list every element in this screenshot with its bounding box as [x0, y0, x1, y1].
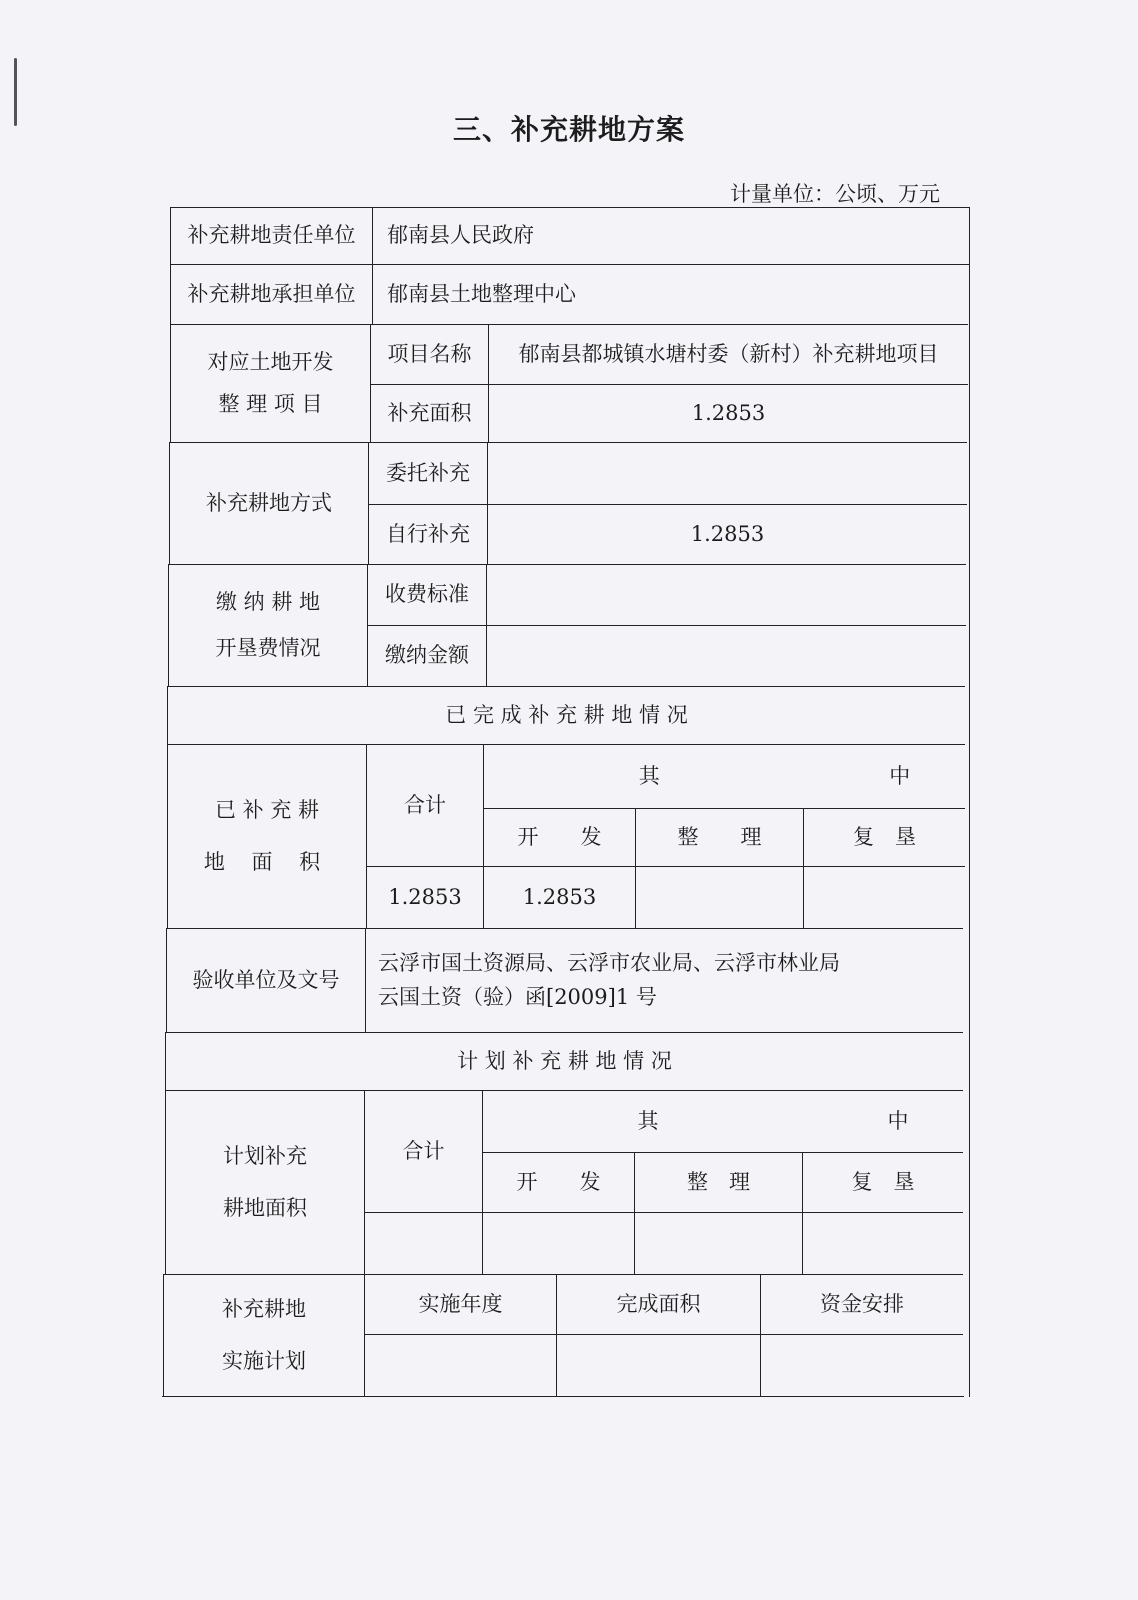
planned-rec-label: 复 垦	[802, 1152, 963, 1212]
method-entrusted-label: 委托补充	[368, 442, 487, 504]
implementation-fund-value	[760, 1334, 963, 1396]
planned-area-label-line2: 耕地面积	[223, 1195, 307, 1220]
fee-label-line2: 开垦费情况	[215, 635, 321, 660]
acceptance-line1: 云浮市国土资源局、云浮市农业局、云浮市林业局	[378, 950, 840, 975]
table-bottom-border	[162, 1396, 964, 1398]
completed-arr-label: 整 理	[635, 808, 803, 866]
method-self-label: 自行补充	[368, 504, 487, 564]
method-label: 补充耕地方式	[169, 442, 368, 564]
planned-arr-label: 整 理	[634, 1152, 802, 1212]
fee-standard-label: 收费标准	[367, 564, 486, 625]
planned-among-header	[482, 1090, 963, 1152]
implementation-label	[163, 1274, 364, 1396]
completed-dev-value: 1.2853	[483, 866, 635, 928]
completed-area-label-line2: 地 面 积	[203, 849, 331, 874]
planned-dev-value	[482, 1212, 634, 1274]
completed-total-value: 1.2853	[366, 866, 483, 928]
planned-rec-value	[802, 1212, 963, 1274]
implementation-area-value	[556, 1334, 760, 1396]
implementation-fund-label: 资金安排	[760, 1274, 963, 1334]
completed-section-title: 已 完 成 补 充 耕 地 情 况	[167, 686, 965, 744]
completed-rec-label: 复 垦	[803, 808, 965, 866]
project-area-value: 1.2853	[488, 384, 968, 442]
project-area-label: 补充面积	[370, 384, 488, 442]
completed-among-left: 其	[638, 763, 660, 788]
planned-area-label-line1: 计划补充	[223, 1144, 307, 1169]
implementation-area-label: 完成面积	[556, 1274, 760, 1334]
completed-among-header	[483, 744, 965, 808]
fee-label	[168, 564, 367, 686]
acceptance-label: 验收单位及文号	[166, 928, 365, 1032]
project-name-label: 项目名称	[370, 324, 488, 384]
project-label-line1: 对应土地开发	[207, 350, 334, 375]
project-name-value: 郁南县都城镇水塘村委（新村）补充耕地项目	[488, 324, 968, 384]
planned-among-right: 中	[887, 1108, 909, 1133]
unit-note: 计量单位：公顷、万元	[730, 182, 940, 206]
implementation-label-line1: 补充耕地	[222, 1297, 306, 1322]
method-entrusted-value	[487, 442, 967, 504]
page-title: 三、补充耕地方案	[452, 113, 685, 146]
undertaking-unit-label: 补充耕地承担单位	[170, 264, 372, 324]
completed-dev-label: 开 发	[483, 808, 635, 866]
acceptance-value	[365, 928, 963, 1032]
planned-total-value	[364, 1212, 482, 1274]
implementation-year-label: 实施年度	[364, 1274, 556, 1334]
planned-total-label: 合计	[364, 1090, 482, 1212]
undertaking-unit-value: 郁南县土地整理中心	[372, 264, 969, 324]
project-label-line2: 整 理 项 目	[218, 391, 323, 416]
completed-arr-value	[635, 866, 803, 928]
planned-arr-value	[634, 1212, 802, 1274]
completed-among-right: 中	[889, 763, 911, 788]
planned-dev-label: 开 发	[482, 1152, 634, 1212]
completed-area-label-line1: 已 补 充 耕	[214, 798, 320, 823]
responsible-unit-label: 补充耕地责任单位	[170, 207, 372, 264]
planned-among-left: 其	[637, 1108, 659, 1133]
acceptance-line2: 云国土资（验）函[2009]1 号	[378, 984, 657, 1009]
planned-area-label	[165, 1090, 364, 1274]
project-label	[170, 324, 370, 442]
responsible-unit-value: 郁南县人民政府	[372, 207, 969, 264]
planned-section-title: 计 划 补 充 耕 地 情 况	[165, 1032, 963, 1090]
completed-area-label	[167, 744, 366, 928]
fee-label-line1: 缴 纳 耕 地	[215, 590, 321, 615]
implementation-year-value	[364, 1334, 556, 1396]
completed-rec-value	[803, 866, 965, 928]
fee-amount-value	[486, 625, 966, 686]
implementation-label-line2: 实施计划	[222, 1348, 306, 1373]
fee-amount-label: 缴纳金额	[367, 625, 486, 686]
method-self-value: 1.2853	[487, 504, 967, 564]
completed-total-label: 合计	[366, 744, 483, 866]
fee-standard-value	[486, 564, 966, 625]
